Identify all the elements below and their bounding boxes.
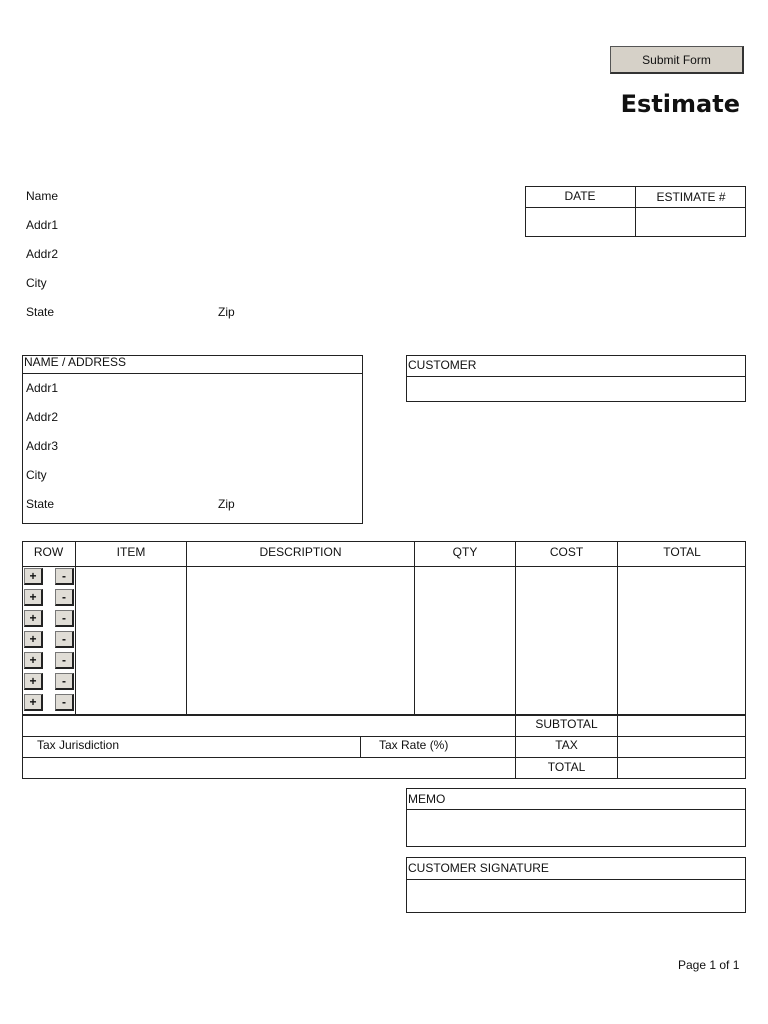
col-header-total: TOTAL (663, 545, 701, 559)
grand-total-field[interactable] (618, 758, 746, 778)
col-header-description: DESCRIPTION (259, 545, 342, 559)
col-header-row: ROW (33, 545, 64, 559)
add-row-button[interactable]: + (24, 568, 43, 585)
page-title: Estimate (620, 90, 740, 118)
remove-row-button[interactable]: - (55, 694, 74, 711)
date-field[interactable] (526, 208, 635, 236)
remove-row-button[interactable]: - (55, 652, 74, 669)
subtotal-label: SUBTOTAL (535, 717, 598, 731)
remove-row-button[interactable]: - (55, 673, 74, 690)
col-header-qty: QTY (452, 545, 478, 559)
bill-city-label: City (26, 468, 47, 482)
bill-addr2-label: Addr2 (26, 410, 59, 424)
company-addr2-label: Addr2 (26, 247, 59, 261)
bill-addr3-label: Addr3 (26, 439, 59, 453)
add-row-button[interactable]: + (24, 631, 43, 648)
add-row-button[interactable]: + (24, 652, 43, 669)
remove-row-button[interactable]: - (55, 589, 74, 606)
name-address-box (22, 355, 363, 524)
memo-title: MEMO (408, 792, 446, 806)
col-header-cost: COST (549, 545, 584, 559)
tax-label: TAX (555, 738, 578, 752)
bill-state-label: State (26, 497, 55, 511)
bill-addr1-label: Addr1 (26, 381, 59, 395)
memo-field[interactable] (407, 810, 745, 846)
bill-zip-label: Zip (218, 497, 235, 511)
page-number: Page 1 of 1 (678, 958, 740, 972)
estimate-number-label: ESTIMATE # (656, 190, 726, 204)
company-city-label: City (26, 276, 47, 290)
grand-total-label: TOTAL (547, 760, 586, 774)
add-row-button[interactable]: + (24, 694, 43, 711)
company-name-label: Name (26, 189, 59, 203)
tax-divider (360, 736, 361, 757)
signature-field[interactable] (407, 880, 745, 912)
add-row-button[interactable]: + (24, 673, 43, 690)
signature-title: CUSTOMER SIGNATURE (408, 861, 549, 875)
tax-rate-label: Tax Rate (%) (379, 738, 449, 752)
name-address-divider (22, 373, 363, 374)
date-label: DATE (564, 189, 596, 203)
remove-row-button[interactable]: - (55, 631, 74, 648)
tax-field[interactable] (618, 737, 746, 757)
customer-title: CUSTOMER (408, 358, 477, 372)
qty-cells[interactable] (415, 567, 515, 714)
company-state-label: State (26, 305, 55, 319)
add-row-button[interactable]: + (24, 589, 43, 606)
name-address-title: NAME / ADDRESS (24, 355, 127, 369)
estimate-number-field[interactable] (636, 208, 745, 236)
cost-cells[interactable] (516, 567, 617, 714)
tax-jurisdiction-label: Tax Jurisdiction (37, 738, 120, 752)
add-row-button[interactable]: + (24, 610, 43, 627)
remove-row-button[interactable]: - (55, 610, 74, 627)
item-cells[interactable] (76, 567, 186, 714)
company-addr1-label: Addr1 (26, 218, 59, 232)
subtotal-field[interactable] (618, 716, 746, 736)
customer-field[interactable] (407, 377, 745, 401)
submit-form-button[interactable]: Submit Form (610, 46, 744, 74)
total-cells[interactable] (618, 567, 746, 714)
col-header-item: ITEM (116, 545, 146, 559)
description-cells[interactable] (187, 567, 414, 714)
company-zip-label: Zip (218, 305, 235, 319)
remove-row-button[interactable]: - (55, 568, 74, 585)
